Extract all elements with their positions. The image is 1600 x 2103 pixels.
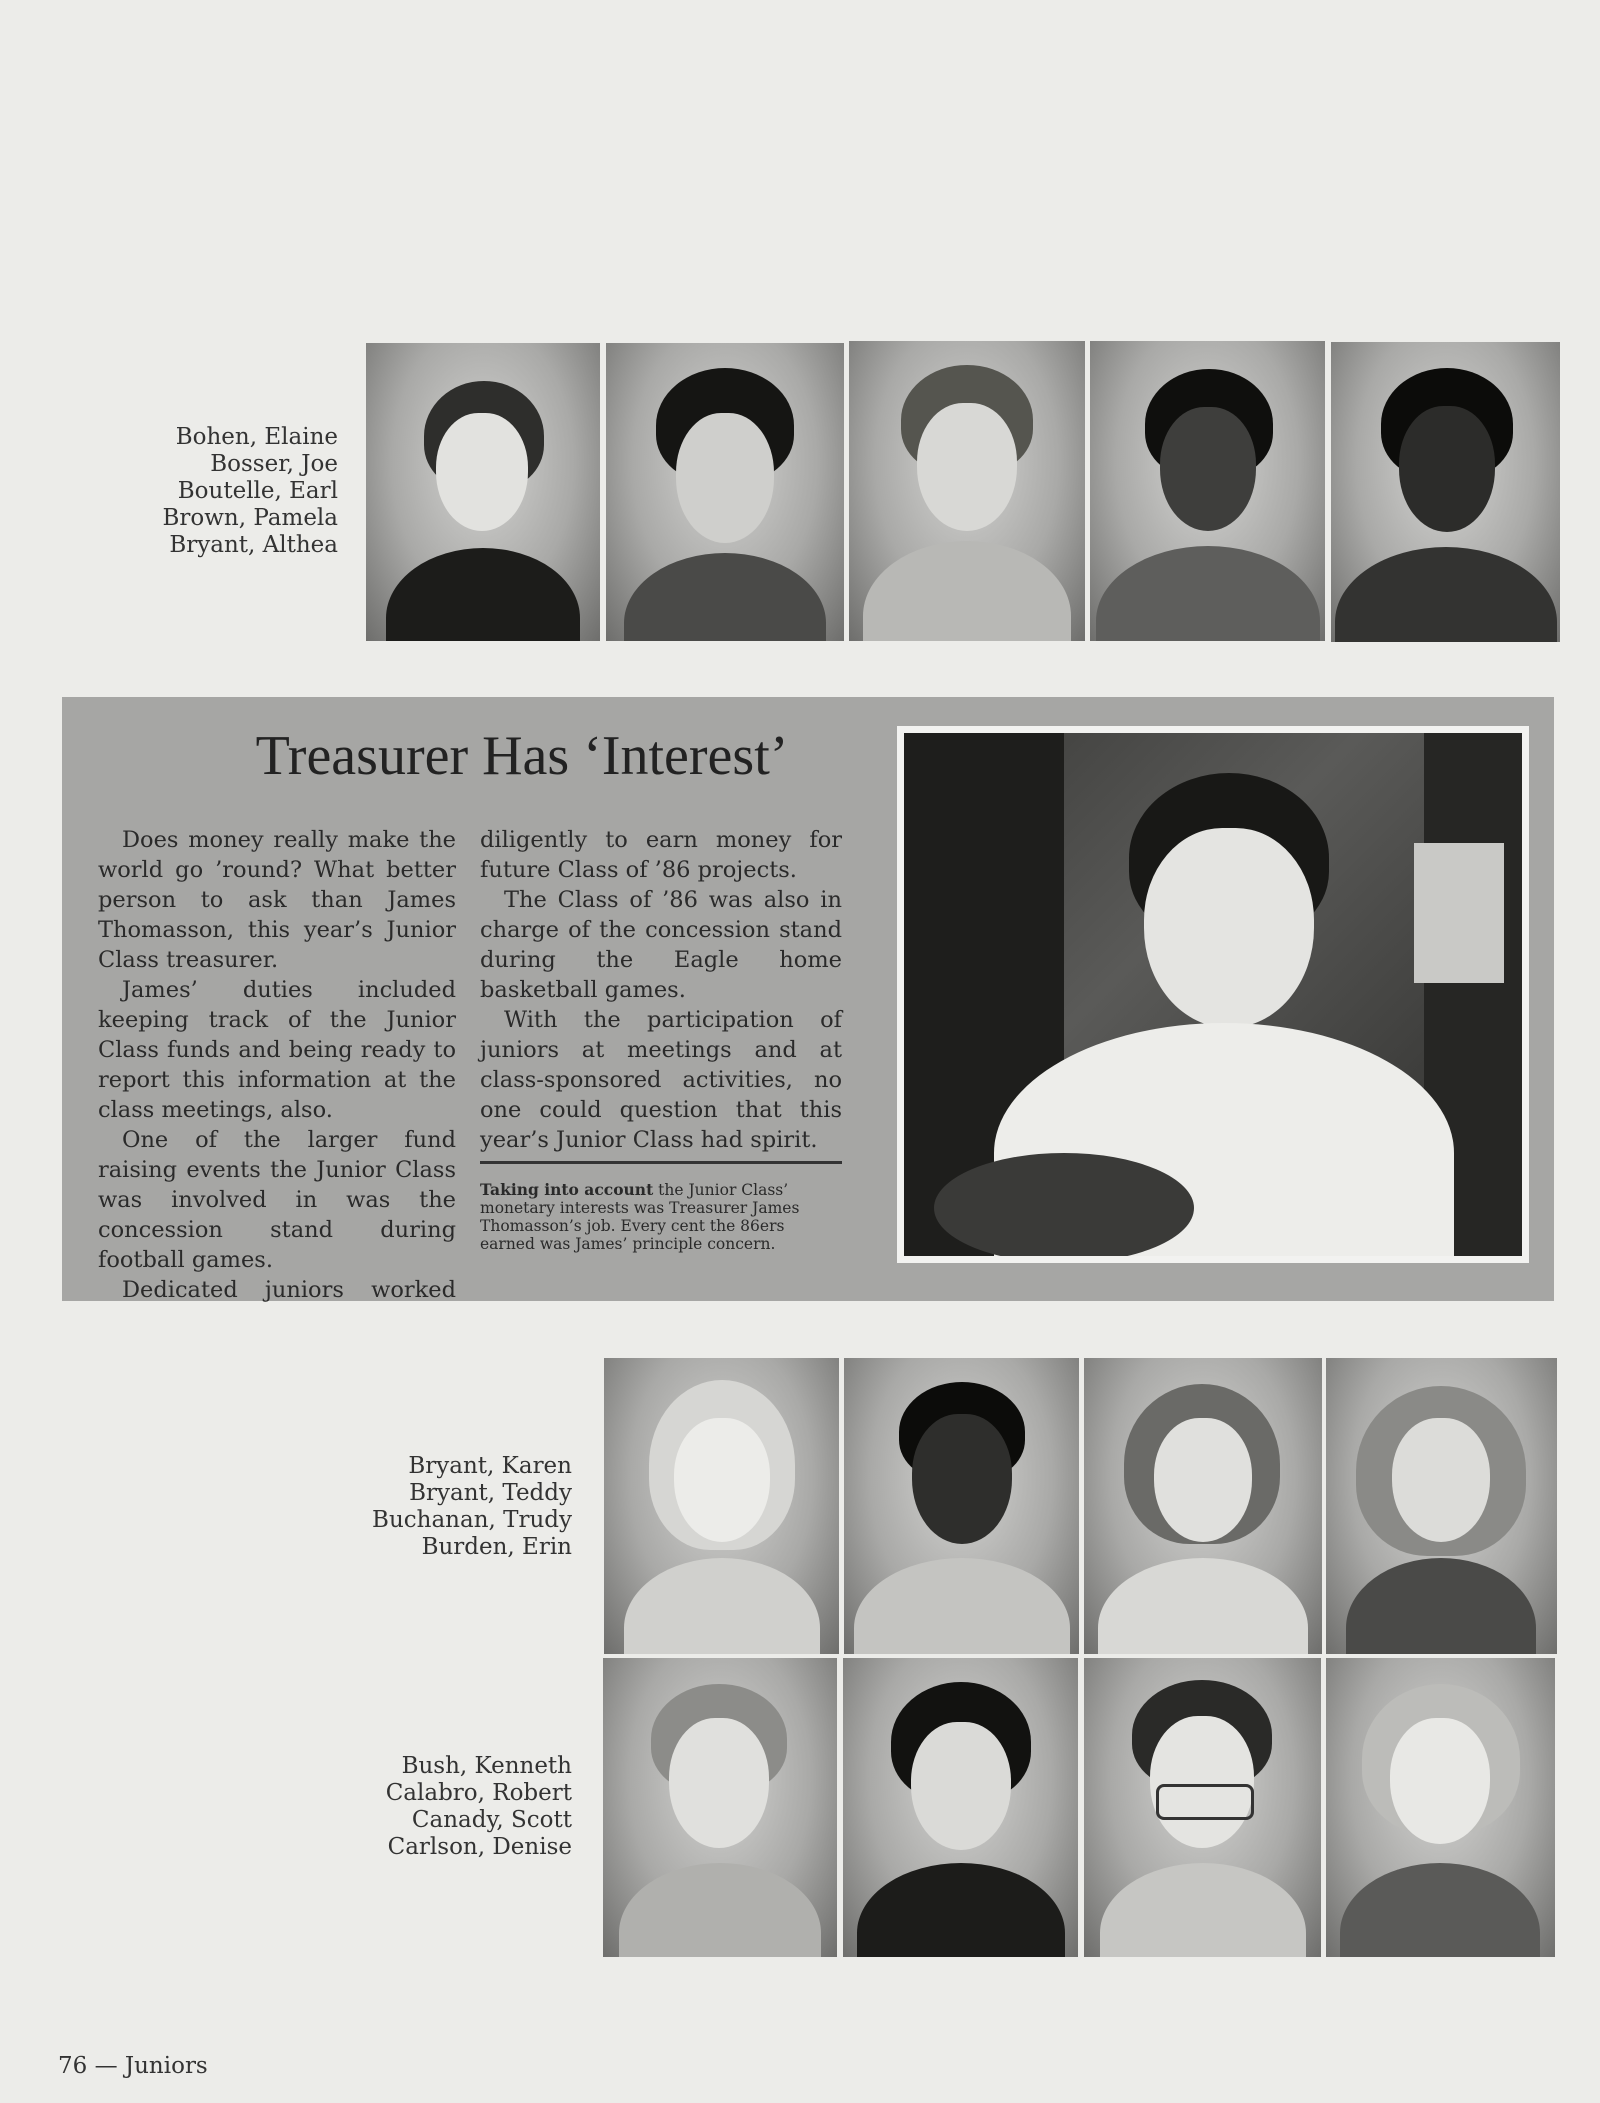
portrait-photo	[843, 1658, 1078, 1957]
feature-box	[62, 697, 1554, 1301]
portrait-photo	[1326, 1658, 1555, 1957]
portrait-photo	[604, 1358, 839, 1654]
photo-caption	[480, 1181, 842, 1253]
names-row-1	[150, 424, 338, 559]
student-name: Bohen, Elaine	[175, 424, 338, 450]
portrait-photo	[1326, 1358, 1557, 1654]
student-name: Brown, Pamela	[162, 505, 338, 531]
article-paragraph: With the participation of juniors at meetings and at class-sponsored activities, no one could question that this year’s Junior Class had spirit.	[480, 1007, 842, 1153]
portrait-photo	[1084, 1358, 1322, 1654]
article-paragraph: Does money really make the world go ’round? What better person to ask than James Thomasson, this year’s Junior Class treasurer.	[98, 827, 456, 973]
caption-lead: Taking into account	[480, 1180, 654, 1199]
article-paragraph: Dedicated juniors worked	[122, 1277, 456, 1303]
names-row-3	[380, 1753, 572, 1861]
caption-divider	[480, 1161, 842, 1164]
article-column-2	[480, 825, 842, 1155]
article-paragraph: James’ duties included keeping track of the Junior Class funds and being ready to report this information at the class meetings, also.	[98, 977, 456, 1123]
student-name: Bush, Kenneth	[401, 1753, 572, 1779]
names-row-2	[370, 1453, 572, 1561]
portrait-photo	[849, 341, 1085, 641]
student-name: Burden, Erin	[421, 1534, 572, 1560]
student-name: Boutelle, Earl	[177, 478, 338, 504]
feature-headline: Treasurer Has ‘Interest’	[255, 725, 789, 787]
student-name: Carlson, Denise	[387, 1834, 572, 1860]
portrait-photo	[1084, 1658, 1321, 1957]
feature-photo	[897, 726, 1529, 1263]
portrait-photo	[366, 343, 600, 641]
student-name: Bryant, Karen	[408, 1453, 572, 1479]
portrait-photo	[1331, 342, 1560, 642]
portrait-photo	[606, 343, 844, 641]
student-name: Bryant, Teddy	[409, 1480, 572, 1506]
portrait-photo	[844, 1358, 1079, 1654]
student-name: Bryant, Althea	[169, 532, 338, 558]
portrait-photo	[603, 1658, 837, 1957]
article-paragraph: The Class of ’86 was also in charge of the concession stand during the Eagle home basketball games.	[480, 887, 842, 1003]
article-paragraph: One of the larger fund raising events the Junior Class was involved in was the concession stand during football games.	[98, 1127, 456, 1273]
student-name: Canady, Scott	[411, 1807, 572, 1833]
portrait-photo	[1090, 341, 1325, 641]
caption-text: the Junior Class’ monetary interests was Treasurer James Thomasson’s job. Every cent the 86ers earned was James’ principle concern.	[480, 1181, 800, 1253]
student-name: Bosser, Joe	[210, 451, 338, 477]
student-name: Buchanan, Trudy	[372, 1507, 572, 1533]
article-paragraph: diligently to earn money for future Class of ’86 projects.	[480, 827, 842, 883]
student-name: Calabro, Robert	[385, 1780, 572, 1806]
page-footer: 76 — Juniors	[58, 2053, 208, 2079]
article-column-1	[98, 825, 456, 1305]
